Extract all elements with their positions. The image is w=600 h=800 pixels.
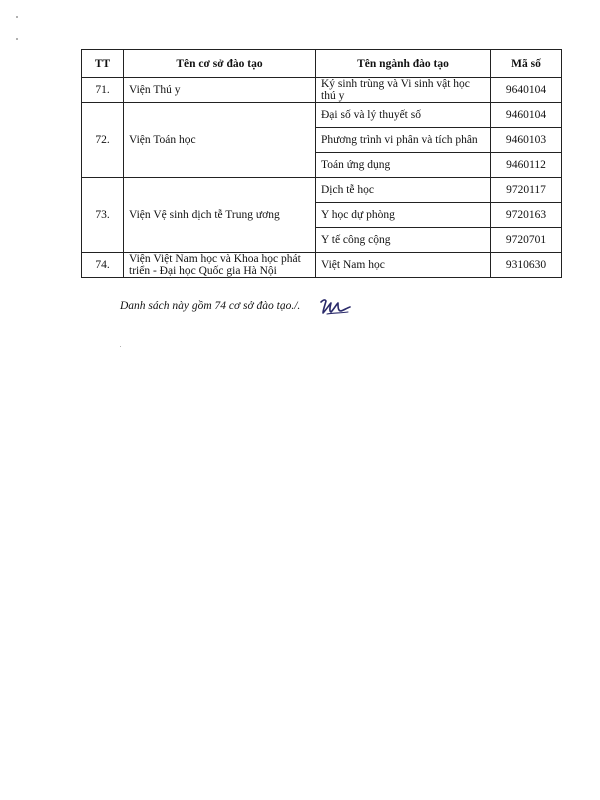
major-name: Dịch tễ học (316, 178, 491, 203)
training-institutions-table (81, 49, 562, 278)
header-institution: Tên cơ sở đào tạo (124, 50, 316, 78)
row-number: 73. (82, 178, 124, 253)
institution-name: Viện Thú y (124, 78, 316, 103)
institution-name: Viện Toán học (124, 103, 316, 178)
header-tt: TT (82, 50, 124, 78)
row-number: 71. (82, 78, 124, 103)
table-header-row (82, 50, 562, 78)
footnote: Danh sách này gồm 74 cơ sở đào tạo./. (120, 300, 301, 312)
row-number: 74. (82, 253, 124, 278)
scan-speck (16, 38, 18, 40)
table-row (82, 78, 562, 103)
major-name: Y tế công cộng (316, 228, 491, 253)
major-name: Ký sinh trùng và Vi sinh vật học thú y (316, 78, 491, 103)
major-name: Việt Nam học (316, 253, 491, 278)
header-major: Tên ngành đào tạo (316, 50, 491, 78)
table-row (82, 103, 562, 128)
major-code: 9720701 (491, 228, 562, 253)
major-code: 9460112 (491, 153, 562, 178)
major-name: Phương trình vi phân và tích phân (316, 128, 491, 153)
institution-name: Viện Việt Nam học và Khoa học phát triển - Đại học Quốc gia Hà Nội (124, 253, 316, 278)
row-number: 72. (82, 103, 124, 178)
major-name: Y học dự phòng (316, 203, 491, 228)
header-code: Mã số (491, 50, 562, 78)
scan-speck (120, 346, 121, 347)
major-code: 9310630 (491, 253, 562, 278)
major-code: 9720163 (491, 203, 562, 228)
table-row (82, 253, 562, 278)
major-code: 9720117 (491, 178, 562, 203)
major-name: Đại số và lý thuyết số (316, 103, 491, 128)
major-code: 9640104 (491, 78, 562, 103)
major-code: 9460104 (491, 103, 562, 128)
major-name: Toán ứng dụng (316, 153, 491, 178)
institution-name: Viện Vệ sinh dịch tễ Trung ương (124, 178, 316, 253)
major-code: 9460103 (491, 128, 562, 153)
handwritten-initials (318, 296, 352, 318)
scan-speck (16, 16, 18, 18)
table-row (82, 178, 562, 203)
